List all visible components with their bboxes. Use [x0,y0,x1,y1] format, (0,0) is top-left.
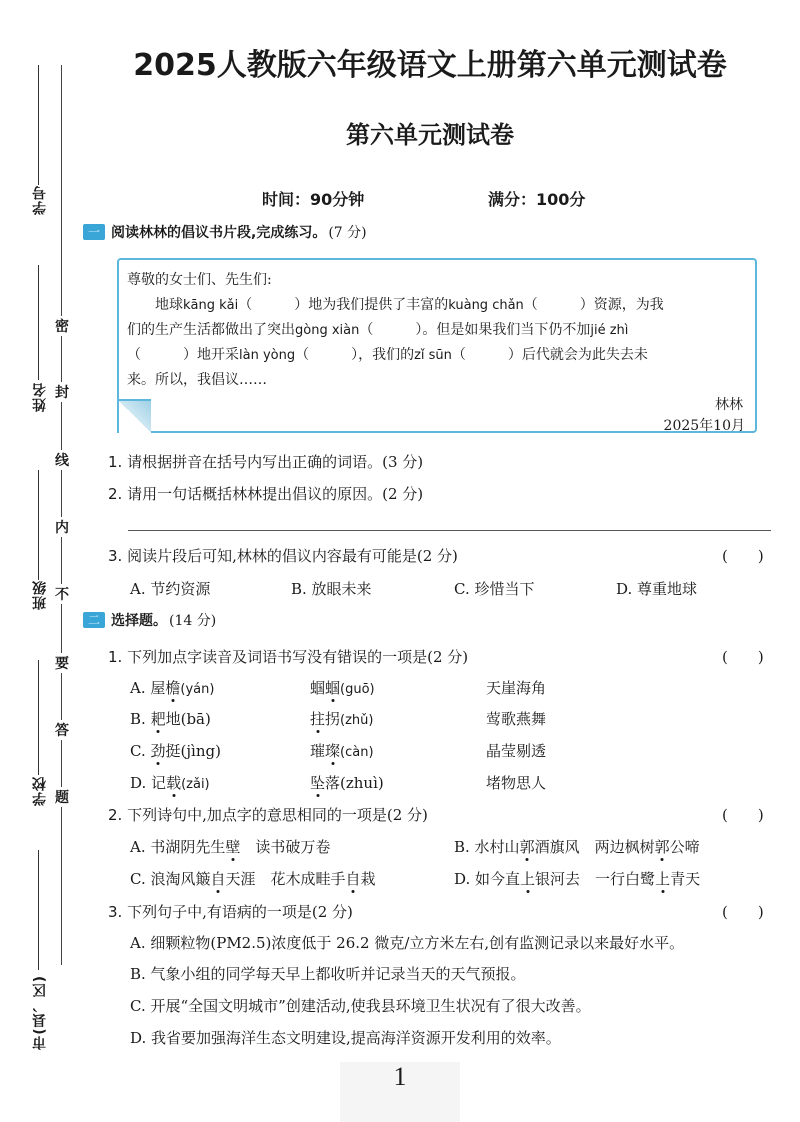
full-score: 满分：100分 [488,190,586,209]
option-d-word3: 堵物思人 [486,774,547,792]
section-badge: 二 [83,612,105,628]
question-2-1: 1. 下列加点字读音及词语书写没有错误的一项是(2 分) [108,648,469,666]
question-2-3: 3. 下列句子中,有语病的一项是(2 分) [108,903,353,921]
option-c[interactable]: C. 珍惜当下 [454,580,535,598]
option-a[interactable]: A. 细颗粒物(PM2.5)浓度低于 26.2 微克/立方米左右,创有监测记录以来最好水平。 [130,934,685,952]
answer-blank[interactable]: ( ) [722,903,764,921]
passage-line: 们的生产生活都做出了突出gòng xiàn（ ）。但是如果我们当下仍不加jié zhì [127,322,629,338]
page-number: 1 [393,1062,407,1091]
section-one-header [83,222,367,242]
option-d[interactable]: D. 记载(zǎi) [130,774,210,792]
option-a-word3: 天崖海角 [486,679,547,697]
option-d-word2: 坠落(zhuì) [310,774,384,792]
answer-line[interactable] [128,530,771,531]
passage-line: 地球kāng kǎi（ ）地为我们提供了丰富的kuàng chǎn（ ）资源，为我 [155,297,664,313]
question-1-2: 2. 请用一句话概括林林提出倡议的原因。(2 分) [108,485,424,503]
section-title: 选择题。 [111,613,167,629]
option-a[interactable]: A. 节约资源 [130,580,211,598]
question-2-2: 2. 下列诗句中,加点字的意思相同的一项是(2 分) [108,806,428,824]
option-c-word3: 晶莹剔透 [486,742,547,760]
question-1-3: 3. 阅读片段后可知,林林的倡议内容最有可能是(2 分) [108,547,458,565]
document-title: 2025人教版六年级语文上册第六单元测试卷 [133,48,727,83]
option-c[interactable]: C. 劲挺(jìng) [130,742,221,760]
section-points: (14 分) [169,613,217,629]
option-c[interactable]: C. 浪淘风簸自天涯 花木成畦手自栽 [130,870,376,888]
option-c-word2: 璀璨(càn) [310,742,374,760]
seal-char: 答 [54,720,70,740]
question-1-1: 1. 请根据拼音在括号内写出正确的词语。(3 分) [108,453,424,471]
answer-blank[interactable]: ( ) [722,648,764,666]
option-a[interactable]: A. 屋檐(yán) [130,679,215,697]
answer-blank[interactable]: ( ) [722,547,764,565]
option-d[interactable]: D. 尊重地球 [616,580,698,598]
section-two-header [83,610,216,630]
time-limit: 时间：90分钟 [262,190,365,209]
section-points: (7 分) [328,225,367,241]
seal-char: 不 [54,584,70,604]
seal-char: 封 [54,382,70,402]
option-b-word3: 莺歌燕舞 [486,710,547,728]
seal-char: 内 [54,517,70,537]
city-label: 市(县、区) [32,975,48,1050]
option-d[interactable]: D. 如今直上银河去 一行白鹭上青天 [454,870,701,888]
passage-signature: 林林 [715,397,743,413]
passage-date: 2025年10月 [663,418,745,434]
option-b[interactable]: B. 气象小组的同学每天早上都收听并记录当天的天气预报。 [130,965,526,983]
student-id-label: 学号 [32,185,48,215]
option-d[interactable]: D. 我省要加强海洋生态文明建设,提高海洋资源开发利用的效率。 [130,1029,561,1047]
option-a-word2: 蝈蝈(guō) [310,679,375,697]
passage-line: 来。所以，我倡议…… [127,372,267,388]
passage-line: （ ）地开采làn yòng（ ），我们的zǐ sūn（ ）后代就会为此失去未 [127,347,648,363]
name-label: 姓名 [32,382,48,412]
class-label: 班级 [32,580,48,610]
option-c[interactable]: C. 开展“全国文明城市”创建活动,使我县环境卫生状况有了很大改善。 [130,997,591,1015]
school-label: 学校 [32,776,48,806]
seal-char: 题 [54,787,70,807]
section-title: 阅读林林的倡议书片段,完成练习。 [111,225,327,241]
option-b[interactable]: B. 水村山郭酒旗风 两边枫树郭公啼 [454,838,700,856]
option-b-word2: 拄拐(zhǔ) [310,710,374,728]
option-a[interactable]: A. 书湖阴先生壁 读书破万卷 [130,838,331,856]
reading-passage [117,258,757,433]
option-b[interactable]: B. 耙地(bā) [130,710,211,728]
section-badge: 一 [83,224,105,240]
answer-blank[interactable]: ( ) [722,806,764,824]
seal-char: 密 [54,316,70,336]
page-curl-decoration [117,399,151,433]
passage-greeting: 尊敬的女士们、先生们: [127,272,272,288]
option-b[interactable]: B. 放眼未来 [291,580,372,598]
seal-char: 线 [54,450,70,470]
test-subtitle: 第六单元测试卷 [346,121,514,149]
seal-char: 要 [54,653,70,673]
